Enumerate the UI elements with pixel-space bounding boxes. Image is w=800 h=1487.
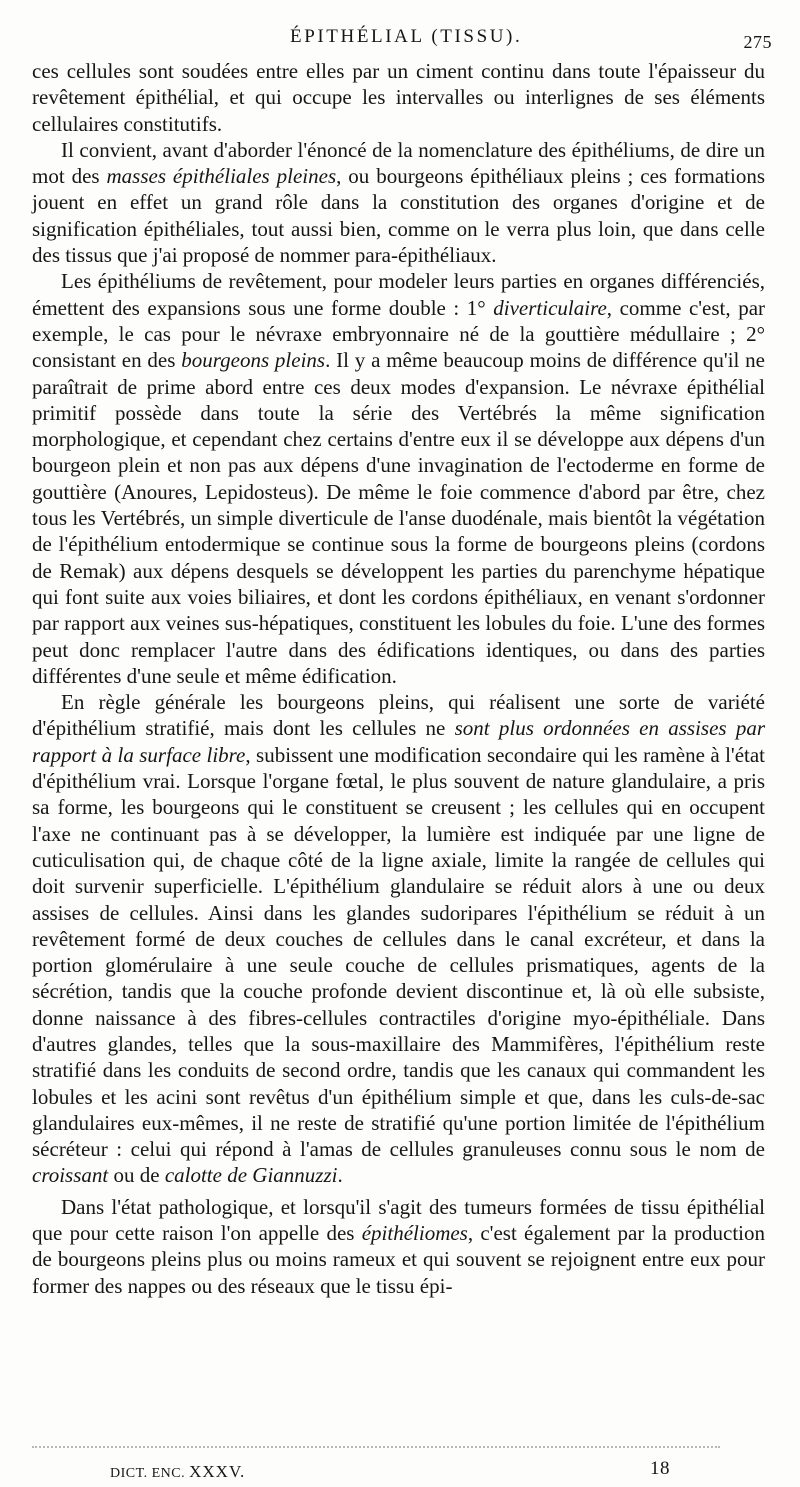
page-number: 275	[743, 32, 772, 52]
paragraph-3-text: , comme c'est, par exemple, le cas pour le névraxe embryonnaire né de la gouttière médullaire ; 2° consistant en des	[32, 295, 766, 373]
show-through-marks	[32, 1446, 720, 1450]
italic-phrase: diverticulaire	[493, 295, 607, 320]
paragraph-2	[32, 137, 765, 268]
signature-footer	[0, 1454, 800, 1484]
paragraph-2-text: Il convient, avant d'aborder l'énoncé de la nomenclature des épithéliums, de dire un mot des	[32, 137, 765, 189]
signature-mark	[110, 1462, 245, 1482]
paragraph-4-text: .	[337, 1163, 343, 1188]
paragraph-4	[32, 689, 765, 1189]
signature-number: 18	[650, 1458, 670, 1479]
signature-volume: XXXV.	[189, 1462, 246, 1481]
paragraph-5-text: , c'est également par la production de bourgeons pleins plus ou moins rameux et qui souvent se rejoignent entre eux pour former des nappes ou des réseaux que le tissu épi-	[32, 1221, 765, 1298]
paragraph-3-text: . Il y a même beaucoup moins de différence qu'il ne paraîtrait de prime abord entre ces deux modes d'expansion. Le névraxe épithélial primitif possède dans toute la série des Vertébrés la même signification morphologique, et cependant chez certains d'entre eux il se développe aux dépens d'un bourgeon plein et non pas aux dépens d'une invagination de l'ectoderme en forme de gouttière (Anoures, Lepidosteus). De même le foie commence d'abord par être, chez tous les Vertébrés, un simple diverticule de l'anse duodénale, mais bientôt la végétation de l'épithélium entodermique se continue sous la forme de bourgeons pleins (cordons de Remak) aux dépens desquels se développent les parties du parenchyme hépatique qui font suite aux voies biliaires, et dont les cordons épithéliaux, en venant s'ordonner par rapport aux veines sus-hépatiques, constituent les lobules du foie. L'une des formes peut donc remplacer l'autre dans des édifications identiques, ou dans des parties différentes d'une seule et même édification.	[32, 348, 765, 688]
paragraph-3	[32, 268, 765, 689]
paragraph-3-text: Les épithéliums de revêtement, pour modeler leurs parties en organes différenciés, émettent des expansions sous une forme double : 1°	[32, 269, 765, 320]
paragraph-4-text: , subissent une modification secondaire qui les ramène à l'état d'épithélium vrai. Lorsque l'organe fœtal, le plus souvent de nature glandulaire, a pris sa forme, les bourgeons qui le constituent se creusent ; les cellules qui en occupent l'axe ne continuant pas à se développer, la lumière est indiquée par une ligne de cuticulisation qui, de chaque côté de la ligne axiale, limite la rangée de cellules qui doit survenir superficielle. L'épithélium glandulaire se réduit alors à une ou deux assises de cellules. Ainsi dans les glandes sudoripares l'épithélium se réduit à un revêtement formé de deux couches de cellules dans le canal excréteur, et dans la portion glomérulaire à une seule couche de cellules prismatiques, agents de la sécrétion, tandis que la couche profonde devient discontinue et, là où elle subsiste, donne naissance à des fibres-cellules contractiles d'origine myo-épithéliale. Dans d'autres glandes, telles que la sous-maxillaire des Mammifères, l'épithélium reste stratifié dans les conduits de second ordre, tandis que les canaux qui commandent les lobules et les acini sont revêtus d'un épithélium simple et que, dans les culs-de-sac glandulaires eux-mêmes, il ne reste de stratifié qu'une portion limitée de l'épithélium sécréteur : celui qui répond à l'amas de cellules granuleuses connu sous le nom de	[32, 742, 766, 1162]
paragraph-4-text: ou de	[108, 1163, 165, 1188]
italic-phrase: masses épithéliales pleines	[106, 164, 337, 189]
paragraph-5	[32, 1194, 765, 1299]
running-header	[290, 26, 772, 52]
italic-phrase: épithéliomes	[361, 1221, 468, 1246]
italic-phrase: calotte de Giannuzzi	[164, 1163, 338, 1188]
paragraph-1-text: ces cellules sont soudées entre elles par un ciment continu dans toute l'épaisseur du revêtement épithélial, et qui occupe les intervalles ou interlignes de ses éléments cellulaires constitutifs.	[32, 59, 765, 136]
running-title: ÉPITHÉLIAL (TISSU).	[290, 26, 523, 47]
italic-phrase: bourgeons pleins	[181, 348, 326, 373]
italic-phrase: croissant	[32, 1163, 109, 1188]
paragraph-2-text: , ou bourgeons épithéliaux pleins ; ces formations jouent en effet un grand rôle dans la constitution des organes d'origine et de signification épithéliales, tout aussi bien, comme on le verra plus loin, que dans celle des tissus que j'ai proposé de nommer para-épithéliaux.	[32, 164, 766, 268]
body-text	[32, 58, 765, 1299]
signature-abbrev: DICT. ENC.	[110, 1466, 186, 1481]
paragraph-1	[32, 58, 765, 137]
paragraph-4-text: En règle générale les bourgeons pleins, qui réalisent une sorte de variété d'épithélium stratifié, mais dont les cellules ne	[32, 690, 765, 741]
paragraph-5-text: Dans l'état pathologique, et lorsqu'il s'agit des tumeurs formées de tissu épithélial que pour cette raison l'on appelle des	[32, 1194, 765, 1246]
italic-phrase: sont plus ordonnées en assises par rapport à la surface libre	[32, 716, 765, 767]
